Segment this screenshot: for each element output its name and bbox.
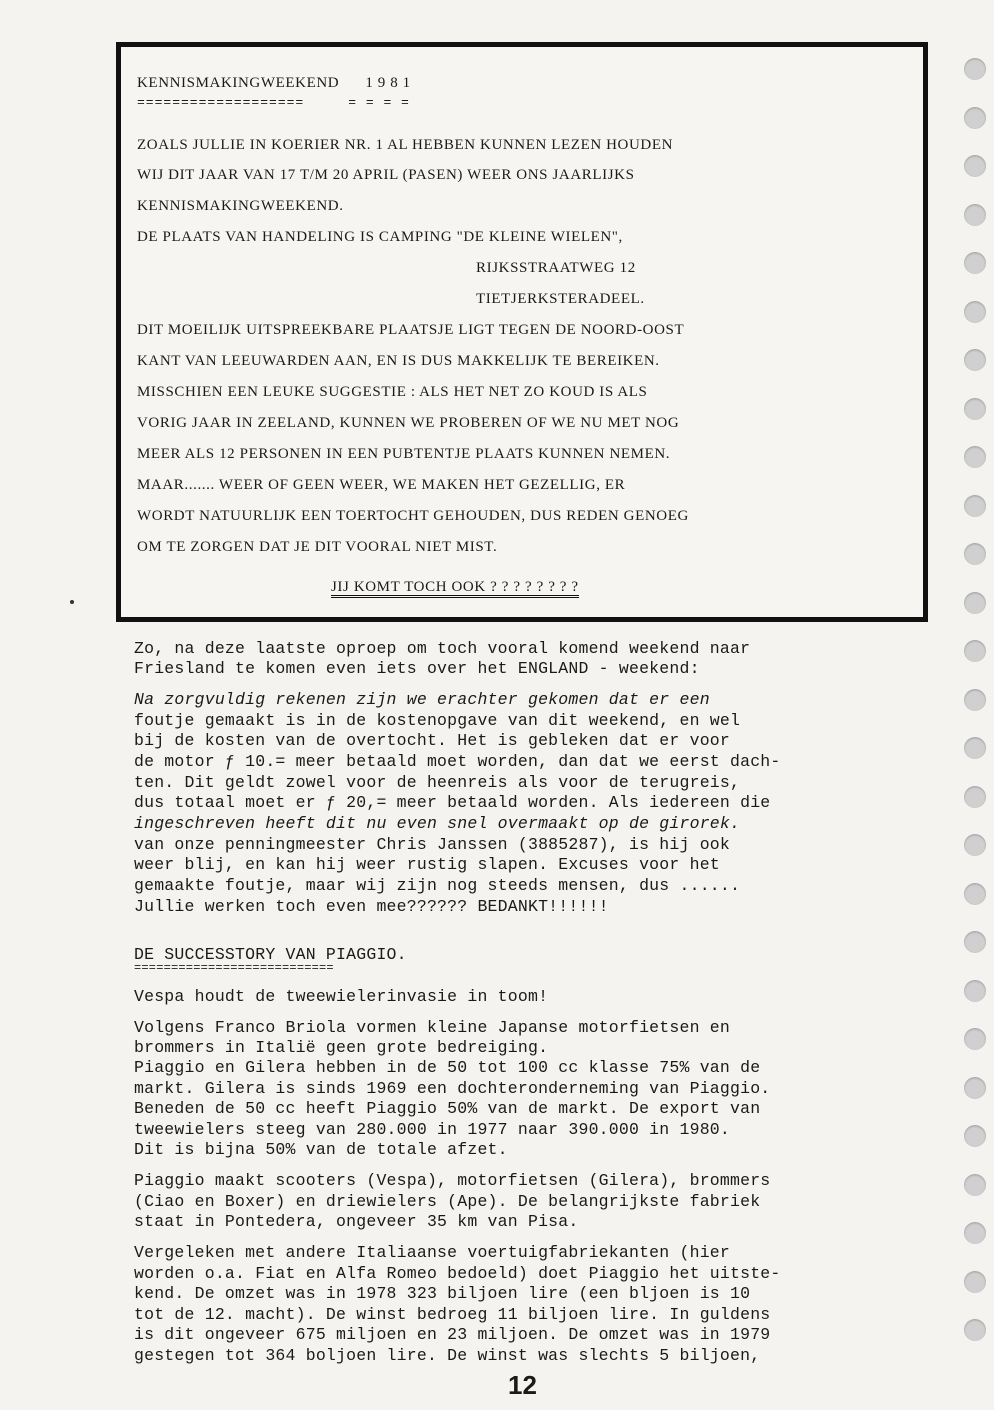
binder-hole	[964, 1271, 986, 1293]
p1-line: Piaggio en Gilera hebben in de 50 tot 100 cc klasse 75% van de	[134, 1058, 761, 1077]
p1-line: brommers in Italië geen grote bedreiging.	[134, 1038, 549, 1057]
binder-hole	[964, 1319, 986, 1341]
binder-hole	[964, 834, 986, 856]
binder-hole	[964, 495, 986, 517]
box-line: MAAR....... WEER OF GEEN WEER, WE MAKEN HET GEZELLIG, ER	[137, 477, 626, 493]
binder-hole	[964, 543, 986, 565]
p3-line: kend. De omzet was in 1978 323 biljoen lire (een bljoen is 10	[134, 1284, 751, 1303]
section-title-underline: ===========================	[134, 961, 334, 975]
p2-line: Piaggio maakt scooters (Vespa), motorfietsen (Gilera), brommers	[134, 1171, 771, 1190]
binder-hole	[964, 107, 986, 129]
england-line: foutje gemaakt is in de kostenopgave van dit weekend, en wel	[134, 711, 741, 730]
england-line: van onze penningmeester Chris Janssen (3885287), is hij ook	[134, 835, 730, 854]
binder-hole	[964, 737, 986, 759]
intro-line: Zo, na deze laatste oproep om toch vooral komend weekend naar	[134, 639, 751, 658]
p1-line: Volgens Franco Briola vormen kleine Japanse motorfietsen en	[134, 1018, 730, 1037]
p3-line: worden o.a. Fiat en Alfa Romeo bedoeld) doet Piaggio het uitste-	[134, 1264, 781, 1283]
p2-line: (Ciao en Boxer) en driewielers (Ape). De belangrijkste fabriek	[134, 1192, 761, 1211]
binder-hole	[964, 301, 986, 323]
binder-hole	[964, 689, 986, 711]
box-line: DIT MOEILIJK UITSPREEKBARE PLAATSJE LIGT TEGEN DE NOORD-OOST	[137, 322, 685, 338]
p1-line: Beneden de 50 cc heeft Piaggio 50% van de markt. De export van	[134, 1099, 761, 1118]
box-line: KENNISMAKINGWEEKEND.	[137, 198, 344, 214]
binder-hole	[964, 398, 986, 420]
p3-line: is dit ongeveer 675 miljoen en 23 miljoen. De omzet was in 1979	[134, 1325, 771, 1344]
p1-line: tweewielers steeg van 280.000 in 1977 naar 390.000 in 1980.	[134, 1120, 730, 1139]
england-line: ingeschreven heeft dit nu even snel overmaakt op de girorek.	[134, 814, 741, 833]
binder-hole	[964, 1077, 986, 1099]
stray-dot	[70, 600, 74, 604]
england-line: Jullie werken toch even mee?????? BEDANKT!!!!!!	[134, 897, 609, 916]
binder-hole	[964, 204, 986, 226]
box-line: ZOALS JULLIE IN KOERIER NR. 1 AL HEBBEN KUNNEN LEZEN HOUDEN	[137, 137, 674, 153]
intro-line: Friesland te komen even iets over het ENGLAND - weekend:	[134, 659, 700, 678]
p2-line: staat in Pontedera, ongeveer 35 km van Pisa.	[134, 1212, 579, 1231]
binder-hole	[964, 252, 986, 274]
article-subtitle: Vespa houdt de tweewielerinvasie in toom!	[134, 987, 549, 1006]
england-line: ten. Dit geldt zowel voor de heenreis als voor de terugreis,	[134, 773, 741, 792]
binder-hole	[964, 446, 986, 468]
box-line: MEER ALS 12 PERSONEN IN EEN PUBTENTJE PLAATS KUNNEN NEMEN.	[137, 446, 671, 462]
england-line: de motor ƒ 10.= meer betaald moet worden, dan dat we eerst dach-	[134, 752, 781, 771]
binder-hole	[964, 1222, 986, 1244]
england-line: gemaakte foutje, maar wij zijn nog steeds mensen, dus ......	[134, 876, 741, 895]
box-title-underline: =================== = = = =	[137, 95, 410, 110]
box-line: WIJ DIT JAAR VAN 17 T/M 20 APRIL (PASEN) WEER ONS JAARLIJKS	[137, 167, 635, 183]
p1-line: Dit is bijna 50% van de totale afzet.	[134, 1140, 508, 1159]
binder-hole	[964, 155, 986, 177]
p3-line: Vergeleken met andere Italiaanse voertuigfabriekanten (hier	[134, 1243, 730, 1262]
binder-hole	[964, 592, 986, 614]
box-line: OM TE ZORGEN DAT JE DIT VOORAL NIET MIST.	[137, 539, 498, 555]
binder-hole	[964, 980, 986, 1002]
binder-holes	[964, 58, 990, 1368]
binder-hole	[964, 883, 986, 905]
binder-hole	[964, 786, 986, 808]
p3-line: tot de 12. macht). De winst bedroeg 11 biljoen lire. In guldens	[134, 1305, 771, 1324]
binder-hole	[964, 349, 986, 371]
box-line: DE PLAATS VAN HANDELING IS CAMPING "DE KLEINE WIELEN",	[137, 229, 623, 245]
england-line: Na zorgvuldig rekenen zijn we erachter gekomen dat er een	[134, 690, 710, 709]
binder-hole	[964, 1125, 986, 1147]
box-line: MISSCHIEN EEN LEUKE SUGGESTIE : ALS HET NET ZO KOUD IS ALS	[137, 384, 648, 400]
binder-hole	[964, 58, 986, 80]
binder-hole	[964, 640, 986, 662]
section-title: DE SUCCESSTORY VAN PIAGGIO.	[134, 945, 407, 964]
page-number: 12	[508, 1370, 537, 1400]
binder-hole	[964, 1174, 986, 1196]
box-closing: JIJ KOMT TOCH OOK ? ? ? ? ? ? ? ?	[331, 579, 579, 596]
england-line: weer blij, en kan hij weer rustig slapen. Excuses voor het	[134, 855, 720, 874]
p3-line: gestegen tot 364 boljoen lire. De winst was slechts 5 biljoen,	[134, 1346, 761, 1365]
announcement-box	[116, 42, 928, 622]
binder-hole	[964, 1028, 986, 1050]
box-address-line: RIJKSSTRAATWEG 12	[476, 260, 636, 276]
box-line: KANT VAN LEEUWARDEN AAN, EN IS DUS MAKKELIJK TE BEREIKEN.	[137, 353, 660, 369]
england-line: bij de kosten van de overtocht. Het is gebleken dat er voor	[134, 731, 730, 750]
box-address-line: TIETJERKSTERADEEL.	[476, 291, 645, 307]
binder-hole	[964, 931, 986, 953]
box-line: WORDT NATUURLIJK EEN TOERTOCHT GEHOUDEN, DUS REDEN GENOEG	[137, 508, 689, 524]
england-line: dus totaal moet er ƒ 20,= meer betaald worden. Als iedereen die	[134, 793, 771, 812]
box-title: KENNISMAKINGWEEKEND 1 9 8 1	[137, 75, 411, 91]
box-line: VORIG JAAR IN ZEELAND, KUNNEN WE PROBEREN OF WE NU MET NOG	[137, 415, 680, 431]
p1-line: markt. Gilera is sinds 1969 een dochteronderneming van Piaggio.	[134, 1079, 771, 1098]
